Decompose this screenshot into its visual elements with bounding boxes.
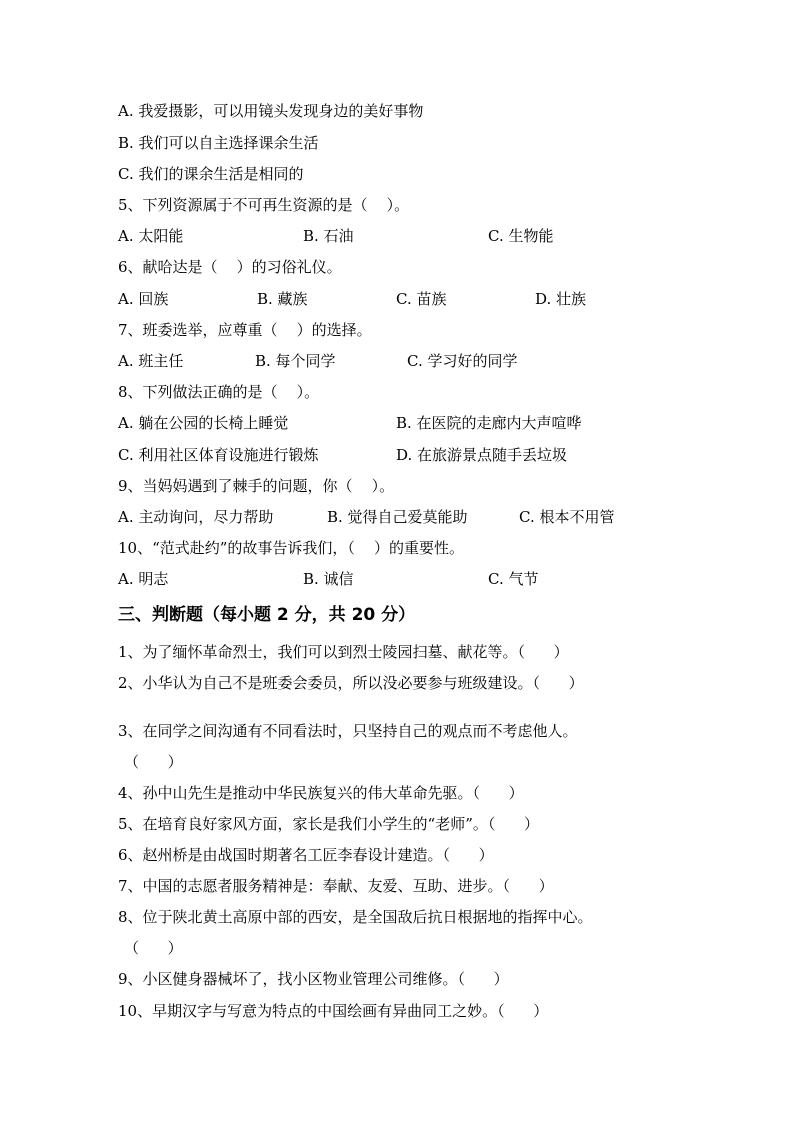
q9-option-c: C. 根本不用管 <box>519 508 615 526</box>
q5-option-c: C. 生物能 <box>488 227 554 245</box>
judgment-2: 2、小华认为自己不是班委会委员，所以没必要参与班级建设。（ ） <box>118 674 584 692</box>
judgment-1: 1、为了缅怀革命烈士，我们可以到烈士陵园扫墓、献花等。（ ） <box>118 643 569 661</box>
judgment-8-bracket: （ ） <box>124 939 183 957</box>
q5-option-b: B. 石油 <box>303 227 354 245</box>
q9-option-b: B. 觉得自己爱莫能助 <box>327 508 468 526</box>
question-9: 9、当妈妈遇到了棘手的问题，你（ ）。 <box>118 477 395 495</box>
question-5: 5、下列资源属于不可再生资源的是（ ）。 <box>118 196 410 214</box>
q6-option-c: C. 苗族 <box>396 290 447 308</box>
judgment-5: 5、在培育良好家风方面，家长是我们小学生的“老师”。（ ） <box>118 815 539 833</box>
q6-option-d: D. 壮族 <box>535 290 587 308</box>
question-10: 10、“范式赴约”的故事告诉我们，（ ）的重要性。 <box>118 539 464 557</box>
judgment-4: 4、孙中山先生是推动中华民族复兴的伟大革命先驱。（ ） <box>118 784 524 802</box>
q7-option-c: C. 学习好的同学 <box>407 352 518 370</box>
judgment-6: 6、赵州桥是由战国时期著名工匠李春设计建造。（ ） <box>118 846 494 864</box>
q8-option-b: B. 在医院的走廊内大声喧哗 <box>396 414 582 432</box>
q7-option-a: A. 班主任 <box>118 352 184 370</box>
judgment-7: 7、中国的志愿者服务精神是：奉献、友爱、互助、进步。（ ） <box>118 877 554 895</box>
section-title-judgment: 三、判断题（每小题 2 分，共 20 分） <box>118 605 416 625</box>
q9-option-a: A. 主动询问，尽力帮助 <box>118 508 274 526</box>
judgment-8: 8、位于陕北黄土高原中部的西安，是全国敌后抗日根据地的指挥中心。 <box>118 908 593 926</box>
judgment-9: 9、小区健身器械坏了，找小区物业管理公司维修。（ ） <box>118 970 509 988</box>
q6-option-b: B. 藏族 <box>257 290 308 308</box>
option-top-b: B. 我们可以自主选择课余生活 <box>118 134 319 152</box>
q8-option-a: A. 躺在公园的长椅上睡觉 <box>118 414 289 432</box>
option-top-c: C. 我们的课余生活是相同的 <box>118 165 304 183</box>
q7-option-b: B. 每个同学 <box>255 352 336 370</box>
q5-option-a: A. 太阳能 <box>118 227 184 245</box>
q6-option-a: A. 回族 <box>118 290 169 308</box>
judgment-10: 10、早期汉字与写意为特点的中国绘画有异曲同工之妙。（ ） <box>118 1002 549 1020</box>
option-top-a: A. 我爱摄影，可以用镜头发现身边的美好事物 <box>118 102 424 120</box>
q8-option-c: C. 利用社区体育设施进行锻炼 <box>118 446 319 464</box>
q10-option-c: C. 气节 <box>488 570 539 588</box>
question-8: 8、下列做法正确的是（ ）。 <box>118 383 320 401</box>
question-7: 7、班委选举，应尊重（ ）的选择。 <box>118 321 372 339</box>
q10-option-b: B. 诚信 <box>303 570 354 588</box>
judgment-3: 3、在同学之间沟通有不同看法时，只坚持自己的观点而不考虑他人。 <box>118 722 578 740</box>
judgment-3-bracket: （ ） <box>124 753 183 771</box>
q8-option-d: D. 在旅游景点随手丢垃圾 <box>396 446 568 464</box>
q10-option-a: A. 明志 <box>118 570 169 588</box>
question-6: 6、献哈达是（ ）的习俗礼仪。 <box>118 258 342 276</box>
